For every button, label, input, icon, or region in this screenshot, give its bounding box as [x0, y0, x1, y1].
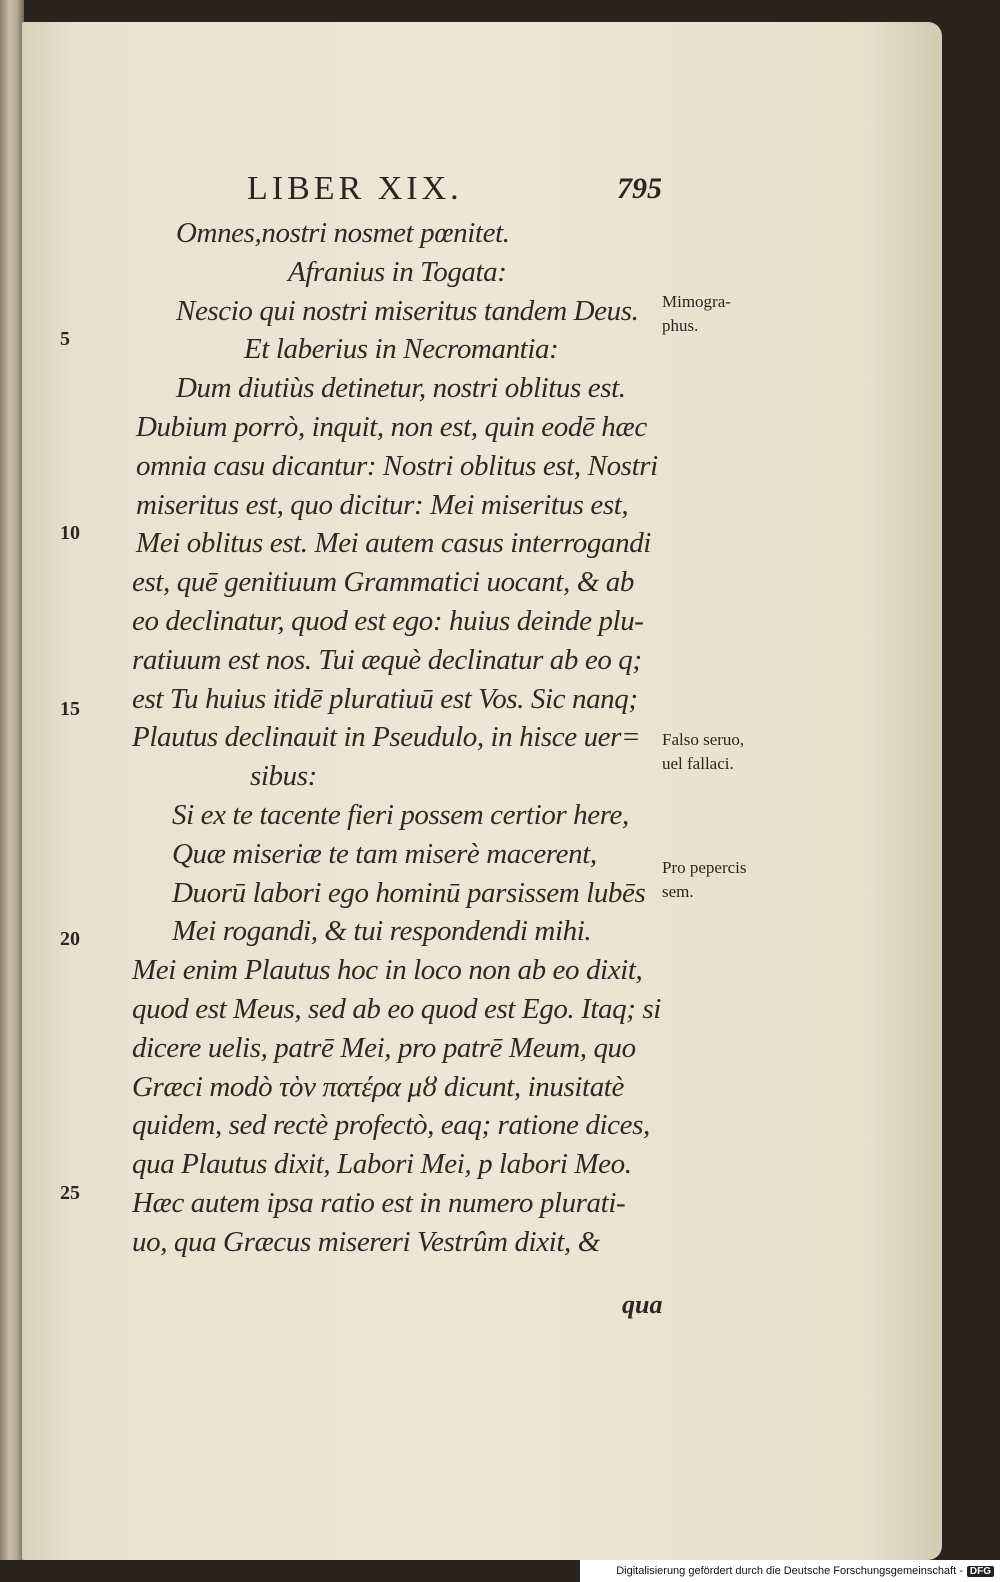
text-line: Duorū labori ego hominū parsissem lubēs: [172, 876, 646, 909]
text-line: Hæc autem ipsa ratio est in numero plurati-: [132, 1186, 626, 1219]
text-line: Si ex te tacente fieri possem certior here,: [172, 798, 629, 831]
line-number: 25: [60, 1182, 80, 1204]
text-line: ratiuum est nos. Tui æquè declinatur ab eo q;: [132, 643, 642, 676]
note-line: Pro pepercis: [662, 858, 747, 877]
line-number: 5: [60, 328, 70, 350]
text-line: Quæ miseriæ te tam miserè macerent,: [172, 837, 597, 870]
line-number: 10: [60, 522, 80, 544]
line-number: 20: [60, 928, 80, 950]
text-line: Græci modò τὸν πατέρα μȣ dicunt, inusitatè: [132, 1070, 624, 1103]
text-line: sibus:: [250, 760, 317, 793]
note-line: Mimogra-: [662, 292, 731, 311]
text-line: Nescio qui nostri miseritus tandem Deus.: [176, 294, 639, 327]
note-line: sem.: [662, 882, 694, 901]
text-line: miseritus est, quo dicitur: Mei miseritus est,: [136, 488, 629, 521]
catchword: qua: [622, 1290, 663, 1319]
text-line: Dum diutiùs detinetur, nostri oblitus est.: [176, 372, 626, 405]
main-text: [110, 214, 690, 1262]
text-line: omnia casu dicantur: Nostri oblitus est, Nostri: [136, 449, 658, 482]
text-line: quidem, sed rectè profectò, eaq; ratione dices,: [132, 1109, 650, 1142]
text-line: qua Plautus dixit, Labori Mei, p labori Meo.: [132, 1148, 632, 1181]
page-header: [247, 170, 707, 210]
note-line: uel fallaci.: [662, 754, 734, 773]
text-line: est Tu huius itidē pluratiuū est Vos. Sic nanq;: [132, 682, 638, 715]
text-line: Afranius in Togata:: [288, 255, 507, 288]
text-line: Omnes,nostri nosmet pœnitet.: [176, 217, 510, 249]
text-line: quod est Meus, sed ab eo quod est Ego. Itaq; si: [132, 992, 661, 1025]
text-line: Dubium porrò, inquit, non est, quin eodē hæc: [136, 410, 647, 443]
dfg-logo: DFG: [967, 1566, 994, 1577]
folio-number: 795: [617, 172, 662, 205]
note-line: Falso seruo,: [662, 730, 745, 749]
book-page: [22, 22, 942, 1560]
marginal-note-mimographus: [662, 290, 822, 338]
book-spine-edge: [0, 0, 24, 1560]
text-line: eo declinatur, quod est ego: huius deinde plu-: [132, 604, 644, 637]
text-line: Mei rogandi, & tui respondendi mihi.: [172, 915, 592, 948]
marginal-note-pepercissem: [662, 856, 822, 904]
footer-credit: Digitalisierung gefördert durch die Deutsche Forschungsgemeinschaft -: [616, 1565, 963, 1577]
digitization-footer: [580, 1560, 1000, 1582]
text-line: uo, qua Græcus misereri Vestrûm dixit, &: [132, 1225, 600, 1258]
text-line: Et laberius in Necromantia:: [244, 333, 559, 366]
text-line: est, quē genitiuum Grammatici uocant, & ab: [132, 566, 634, 599]
line-number: 15: [60, 698, 80, 720]
text-line: Plautus declinauit in Pseudulo, in hisce uer=: [132, 721, 641, 754]
marginal-note-falso-seruo: [662, 728, 822, 776]
note-line: phus.: [662, 316, 699, 335]
running-head: LIBER XIX.: [247, 170, 463, 207]
text-line: Mei enim Plautus hoc in loco non ab eo dixit,: [132, 954, 643, 987]
text-line: dicere uelis, patrē Mei, pro patrē Meum, quo: [132, 1031, 636, 1064]
text-line: Mei oblitus est. Mei autem casus interrogandi: [136, 527, 651, 560]
